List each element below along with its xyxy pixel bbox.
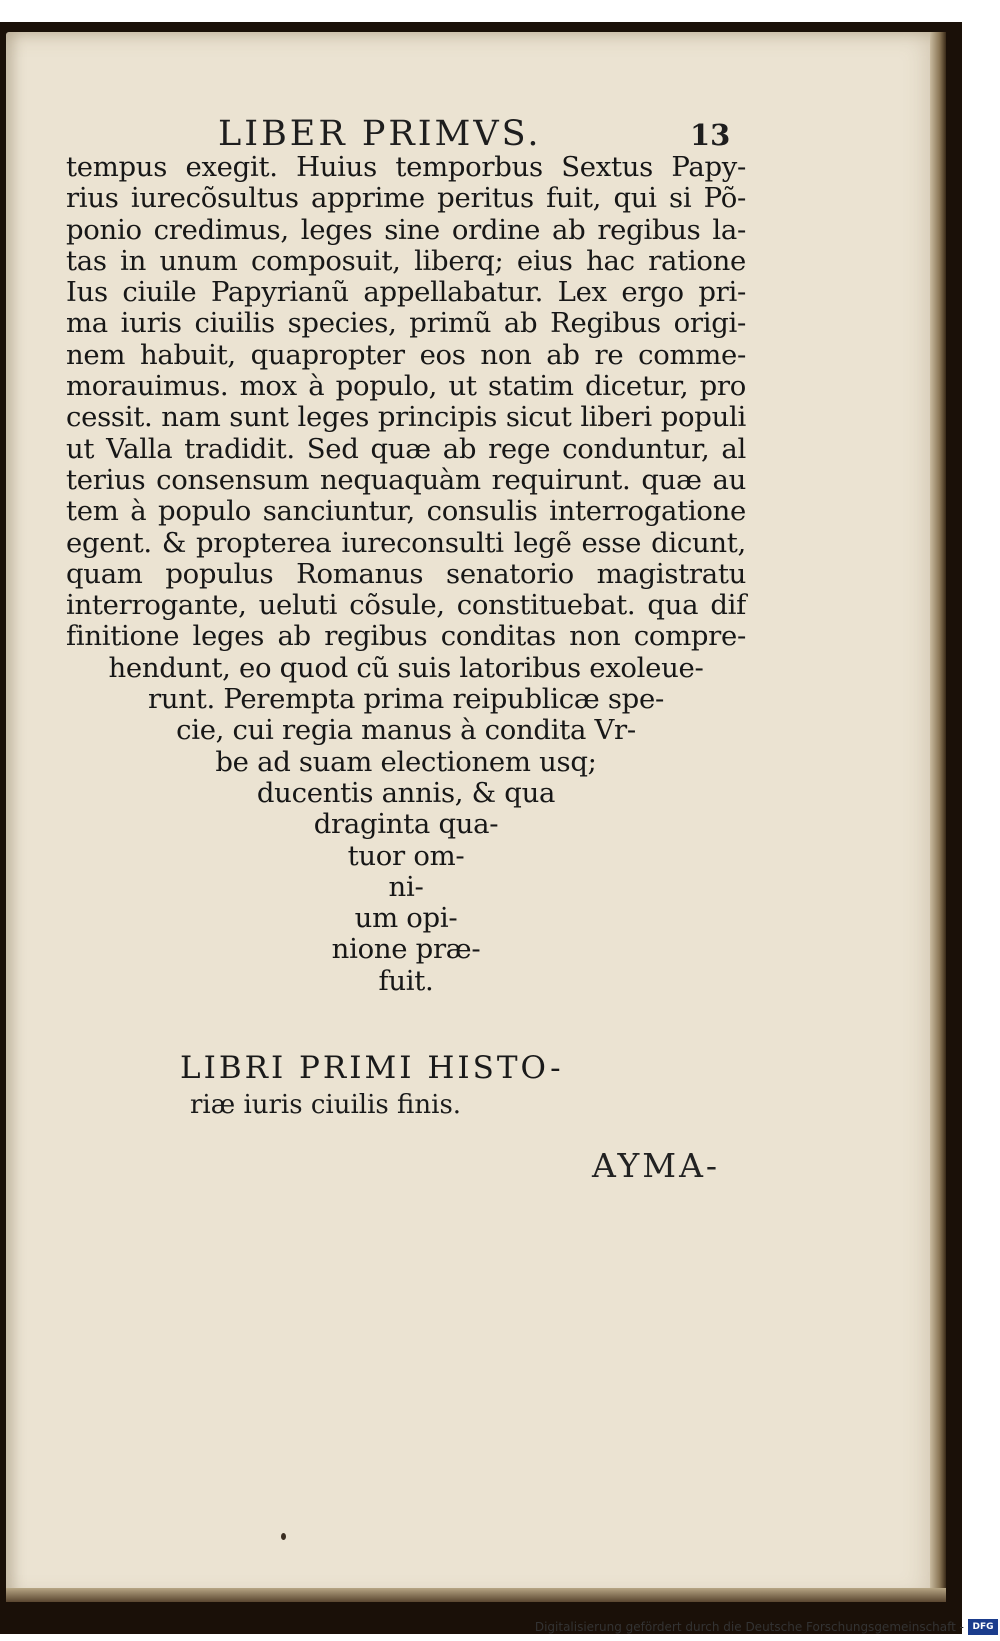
- text-line: hendunt, eo quod cũ suis latoribus exoleue-: [108, 651, 704, 684]
- text-line: draginta qua-: [313, 808, 499, 841]
- text-line: be ad suam electionem usq;: [215, 745, 597, 778]
- dfg-logo-icon: DFG: [968, 1619, 998, 1635]
- text-line: ma iuris ciuilis species, primũ ab Regibus origi-: [66, 307, 746, 340]
- text-line: morauimus. mox à populo, ut statim dicetur, pro: [66, 370, 746, 403]
- ink-speck: [281, 1533, 286, 1540]
- text-line: ducentis annis, & qua: [256, 776, 556, 809]
- text-line: interrogante, ueluti cõsule, constituebat. qua dif: [66, 589, 746, 622]
- text-line: tuor om-: [347, 839, 465, 872]
- running-head: LIBER PRIMVS.: [218, 114, 542, 154]
- text-line: egent. & propterea iureconsulti legẽ esse dicunt,: [66, 526, 746, 559]
- colophon-title: LIBRI PRIMI HISTO-: [180, 1050, 564, 1086]
- text-line: tempus exegit. Huius temporbus Sextus Papy-: [66, 151, 746, 183]
- text-line: finitione leges ab regibus conditas non compre-: [66, 620, 746, 653]
- page-header: [70, 114, 750, 154]
- text-line: runt. Perempta prima reipublicæ spe-: [148, 683, 664, 716]
- text-line: ut Valla tradidit. Sed quæ ab rege conduntur, al: [66, 432, 746, 465]
- text-line: um opi-: [354, 902, 458, 935]
- footer-bar: [0, 1618, 1000, 1641]
- text-line: ponio credimus, leges sine ordine ab regibus la-: [66, 213, 746, 246]
- text-line: rius iurecõsultus apprime peritus fuit, qui si Põ-: [66, 182, 746, 215]
- footer-credit: Digitalisierung gefördert durch die Deutsche Forschungsgemeinschaft -: [534, 1620, 964, 1634]
- folio-number: 13: [690, 118, 731, 152]
- catchword: AYMA-: [592, 1146, 721, 1185]
- text-line: cessit. nam sunt leges principis sicut liberi populi: [66, 401, 746, 434]
- text-line: Ius ciuile Papyrianũ appellabatur. Lex ergo pri-: [66, 276, 746, 309]
- text-line: terius consensum nequaquàm requirunt. quæ au: [66, 463, 746, 496]
- text-line: ni-: [388, 870, 424, 903]
- text-line: quam populus Romanus senatorio magistratu: [66, 557, 746, 590]
- colophon: [180, 1050, 700, 1120]
- colophon-subtitle: riæ iuris ciuilis finis.: [190, 1090, 462, 1120]
- text-line: tas in unum composuit, liberq; eius hac ratione: [66, 244, 746, 277]
- text-line: tem à populo sanciuntur, consulis interrogatione: [66, 495, 746, 528]
- page-edge-bottom: [6, 1588, 946, 1602]
- text-line: nione præ-: [331, 933, 481, 966]
- body-text: [66, 152, 746, 997]
- text-line: nem habuit, quapropter eos non ab re comme-: [66, 338, 746, 371]
- page-edge: [930, 32, 946, 1600]
- text-line: fuit.: [378, 964, 434, 997]
- text-line: cie, cui regia manus à condita Vr-: [176, 714, 636, 747]
